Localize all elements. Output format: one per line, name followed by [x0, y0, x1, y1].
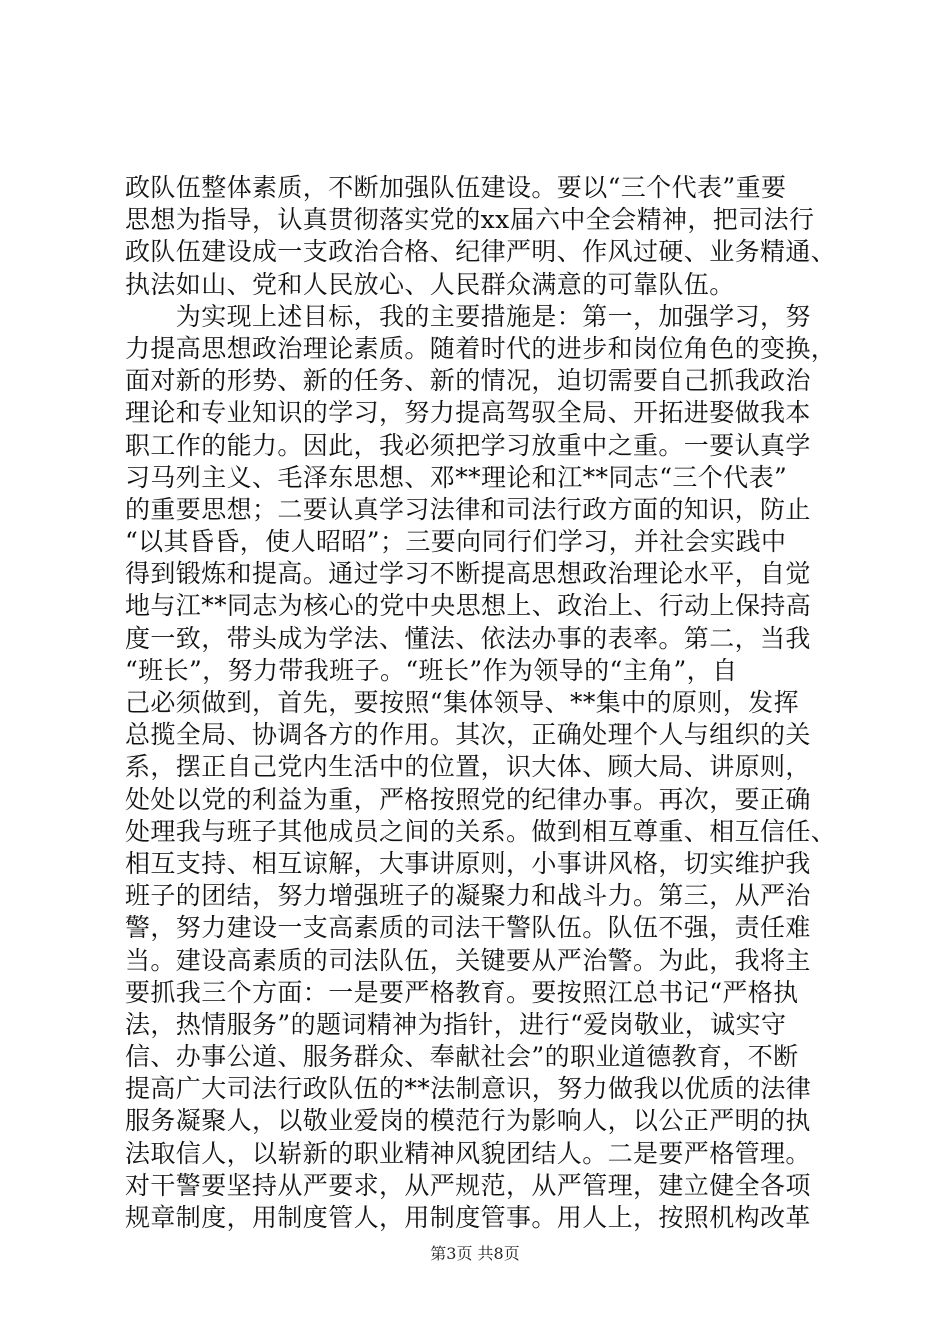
- text-line: 己必须做到，首先，要按照“集体领导、**集中的原则，发挥: [125, 688, 799, 717]
- body-text: [125, 172, 837, 1234]
- page-footer: 第3页 共8页: [430, 1244, 520, 1263]
- text-line: 的重要思想；二要认真学习法律和司法行政方面的知识，防止: [125, 494, 811, 524]
- text-line: 服务凝聚人，以敬业爱岗的模范行为影响人，以公正严明的执: [125, 1106, 811, 1136]
- text-line: 规章制度，用制度管人，用制度管事。用人上，按照机构改革: [125, 1203, 811, 1232]
- text-line: 要抓我三个方面：一是要严格教育。要按照江总书记“严格执: [125, 977, 799, 1007]
- text-line: 为实现上述目标，我的主要措施是：第一，加强学习，努: [125, 301, 811, 331]
- text-line: “班长”，努力带我班子。“班长”作为领导的“主角”，自: [125, 655, 738, 685]
- text-line: 度一致，带头成为学法、懂法、依法办事的表率。第二，当我: [125, 623, 811, 653]
- text-line: 理论和专业知识的学习，努力提高驾驭全局、开拓进娶做我本: [125, 398, 811, 428]
- text-line: 得到锻炼和提高。通过学习不断提高思想政治理论水平，自觉: [125, 559, 811, 589]
- text-line: 执法如山、党和人民放心、人民群众满意的可靠队伍。: [125, 269, 735, 299]
- text-line: 处理我与班子其他成员之间的关系。做到相互尊重、相互信任、: [125, 816, 837, 846]
- text-line: 总揽全局、协调各方的作用。其次，正确处理个人与组织的关: [125, 720, 811, 750]
- text-line: 政队伍建设成一支政治合格、纪律严明、作风过硬、业务精通、: [125, 237, 837, 267]
- text-line: 系，摆正自己党内生活中的位置，识大体、顾大局、讲原则，: [125, 752, 811, 782]
- text-line: 力提高思想政治理论素质。随着时代的进步和岗位角色的变换，: [125, 333, 837, 363]
- text-line: 当。建设高素质的司法队伍，关键要从严治警。为此，我将主: [125, 945, 811, 975]
- text-line: 地与江**同志为核心的党中央思想上、政治上、行动上保持高: [125, 591, 812, 621]
- text-line: 警，努力建设一支高素质的司法干警队伍。队伍不强，责任难: [125, 913, 811, 943]
- text-line: 班子的团结，努力增强班子的凝聚力和战斗力。第三，从严治: [125, 881, 811, 911]
- text-line: 对干警要坚持从严要求，从严规范，从严管理，建立健全各项: [125, 1170, 811, 1200]
- text-line: 法取信人，以崭新的职业精神风貌团结人。二是要严格管理。: [125, 1138, 811, 1168]
- text-line: 法，热情服务”的题词精神为指针，进行“爱岗敬业，诚实守: [125, 1009, 787, 1039]
- text-line: 面对新的形势、新的任务、新的情况，迫切需要自己抓我政治: [125, 366, 811, 396]
- text-line: 提高广大司法行政队伍的**法制意识，努力做我以优质的法律: [125, 1074, 812, 1104]
- text-line: 处处以党的利益为重，严格按照党的纪律办事。再次，要正确: [125, 784, 811, 814]
- text-line: 信、办事公道、服务群众、奉献社会”的职业道德教育，不断: [125, 1042, 799, 1072]
- text-line: 职工作的能力。因此，我必须把学习放重中之重。一要认真学: [125, 430, 811, 460]
- text-line: “以其昏昏，使人昭昭”；三要向同行们学习，并社会实践中: [125, 527, 787, 557]
- text-line: 习马列主义、毛泽东思想、邓**理论和江**同志“三个代表”: [125, 462, 788, 492]
- text-line: 政队伍整体素质，不断加强队伍建设。要以“三个代表”重要: [125, 173, 787, 202]
- text-line: 相互支持、相互谅解，大事讲原则，小事讲风格，切实维护我: [125, 848, 811, 878]
- text-line: 思想为指导，认真贯彻落实党的xx届六中全会精神，把司法行: [125, 205, 815, 235]
